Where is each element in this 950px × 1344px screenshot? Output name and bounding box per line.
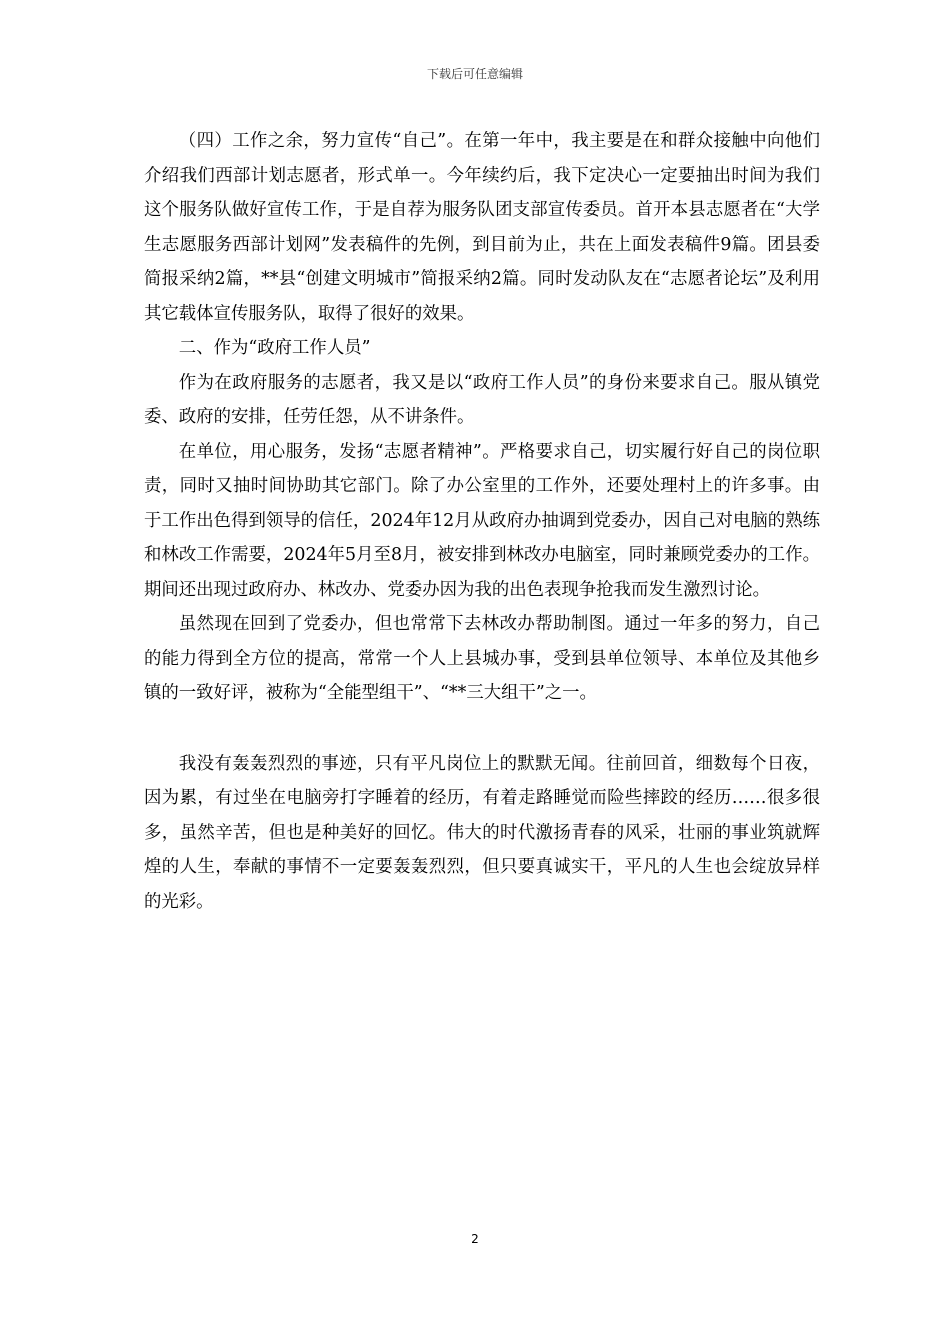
- document-body: [144, 124, 820, 919]
- page-number: 2: [471, 1232, 479, 1246]
- paragraph-unit-service: 在单位，用心服务，发扬“志愿者精神”。严格要求自己，切实履行好自己的岗位职责，同时又抽时间协助其它部门。除了办公室里的工作外，还要处理村上的许多事。由于工作出色得到领导的信任，2024年12月从政府办抽调到党委办，因自己对电脑的熟练和林改工作需要，2024年5月至8月，被安排到林改办电脑室，同时兼顾党委办的工作。期间还出现过政府办、林改办、党委办因为我的出色表现争抢我而发生激烈讨论。: [144, 441, 820, 600]
- paragraph-conclusion: 我没有轰轰烈烈的事迹，只有平凡岗位上的默默无闻。往前回首，细数每个日夜，因为累，有过坐在电脑旁打字睡着的经历，有着走路睡觉而险些摔跤的经历……很多很多，虽然辛苦，但也是种美好的回忆。伟大的时代激扬青春的风采，壮丽的事业筑就辉煌的人生，奉献的事情不一定要轰轰烈烈，但只要真诚实干，平凡的人生也会绽放异样的光彩。: [144, 753, 820, 912]
- paragraph-publicity: （四）工作之余，努力宣传“自己”。在第一年中，我主要是在和群众接触中向他们介绍我们西部计划志愿者，形式单一。今年续约后，我下定决心一定要抽出时间为我们这个服务队做好宣传工作，于是自荐为服务队团支部宣传委员。首开本县志愿者在“大学生志愿服务西部计划网”发表稿件的先例，到目前为止，共在上面发表稿件9篇。团县委简报采纳2篇，**县“创建文明城市”简报采纳2篇。同时发动队友在“志愿者论坛”及利用其它载体宣传服务队，取得了很好的效果。: [144, 131, 820, 324]
- paragraph-party-office: 虽然现在回到了党委办，但也常常下去林改办帮助制图。通过一年多的努力，自己的能力得到全方位的提高，常常一个人上县城办事，受到县单位领导、本单位及其他乡镇的一致好评，被称为“全能型组干”、“**三大组干”之一。: [144, 614, 820, 703]
- section-heading-government-staff: 二、作为“政府工作人员”: [178, 338, 371, 358]
- paragraph-spacer: [144, 711, 820, 747]
- page-header: 下载后可任意编辑: [426, 67, 523, 81]
- paragraph-government-volunteer: 作为在政府服务的志愿者，我又是以“政府工作人员”的身份来要求自己。服从镇党委、政府的安排，任劳任怨，从不讲条件。: [144, 372, 820, 427]
